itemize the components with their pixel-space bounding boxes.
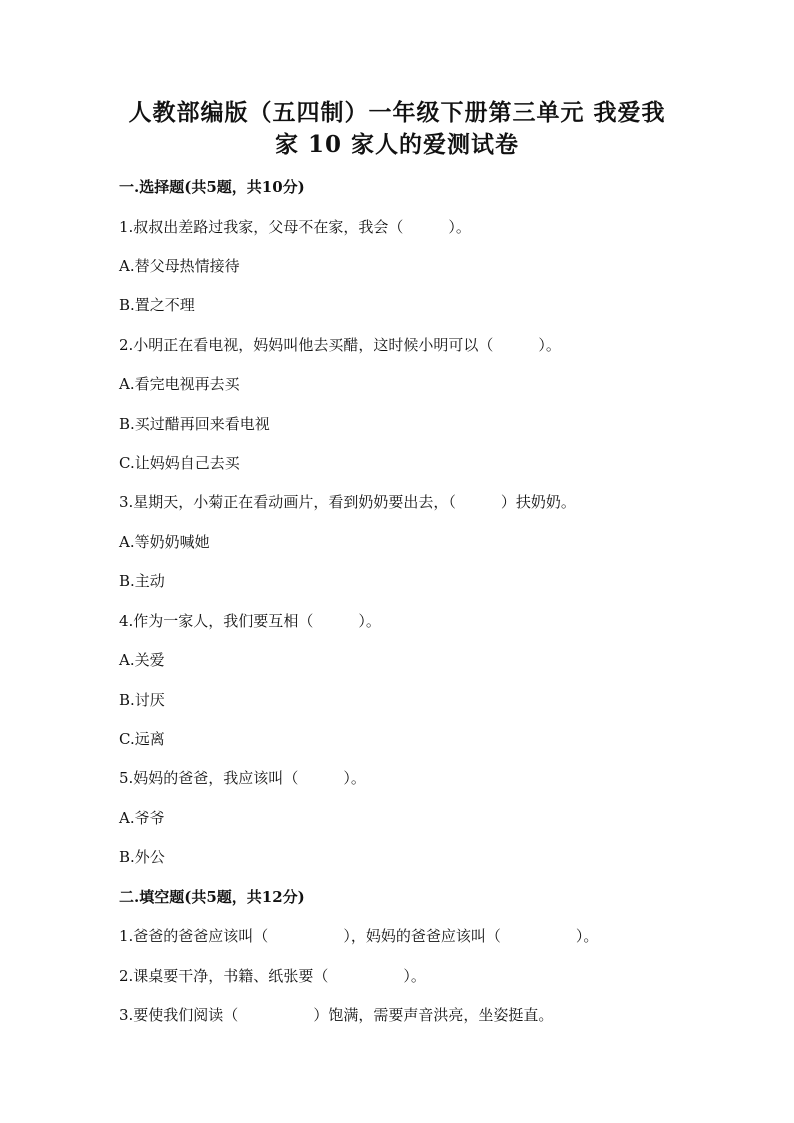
question-5: 5.妈妈的爸爸，我应该叫（ ）。 bbox=[119, 769, 366, 787]
option-5a: A.爷爷 bbox=[119, 809, 165, 827]
page-title-line-1: 人教部编版（五四制）一年级下册第三单元 我爱我 bbox=[128, 99, 666, 126]
question-2: 2.小明正在看电视，妈妈叫他去买醋，这时候小明可以（ ）。 bbox=[119, 336, 561, 354]
option-4b: B.讨厌 bbox=[119, 691, 165, 709]
option-1a: A.替父母热情接待 bbox=[119, 257, 240, 275]
option-3b: B.主动 bbox=[119, 572, 165, 590]
fill-question-1: 1.爸爸的爸爸应该叫（ ），妈妈的爸爸应该叫（ ）。 bbox=[119, 927, 599, 945]
option-2c: C.让妈妈自己去买 bbox=[119, 454, 240, 472]
option-1b: B.置之不理 bbox=[119, 296, 195, 314]
option-4a: A.关爱 bbox=[119, 651, 165, 669]
question-1: 1.叔叔出差路过我家，父母不在家，我会（ ）。 bbox=[119, 218, 471, 236]
option-4c: C.远离 bbox=[119, 730, 165, 748]
question-3: 3.星期天，小菊正在看动画片，看到奶奶要出去，（ ）扶奶奶。 bbox=[119, 493, 576, 511]
section-heading-fill-in: 二.填空题(共5题，共12分) bbox=[119, 888, 305, 906]
option-3a: A.等奶奶喊她 bbox=[119, 533, 210, 551]
option-2a: A.看完电视再去买 bbox=[119, 375, 240, 393]
fill-question-2: 2.课桌要干净，书籍、纸张要（ ）。 bbox=[119, 967, 426, 985]
fill-question-3: 3.要使我们阅读（ ）饱满，需要声音洪亮，坐姿挺直。 bbox=[119, 1006, 554, 1024]
option-2b: B.买过醋再回来看电视 bbox=[119, 415, 270, 433]
option-5b: B.外公 bbox=[119, 848, 165, 866]
page-title-line-2: 家 10 家人的爱测试卷 bbox=[274, 131, 520, 158]
question-4: 4.作为一家人，我们要互相（ ）。 bbox=[119, 612, 381, 630]
section-heading-choice: 一.选择题(共5题，共10分) bbox=[119, 178, 305, 196]
